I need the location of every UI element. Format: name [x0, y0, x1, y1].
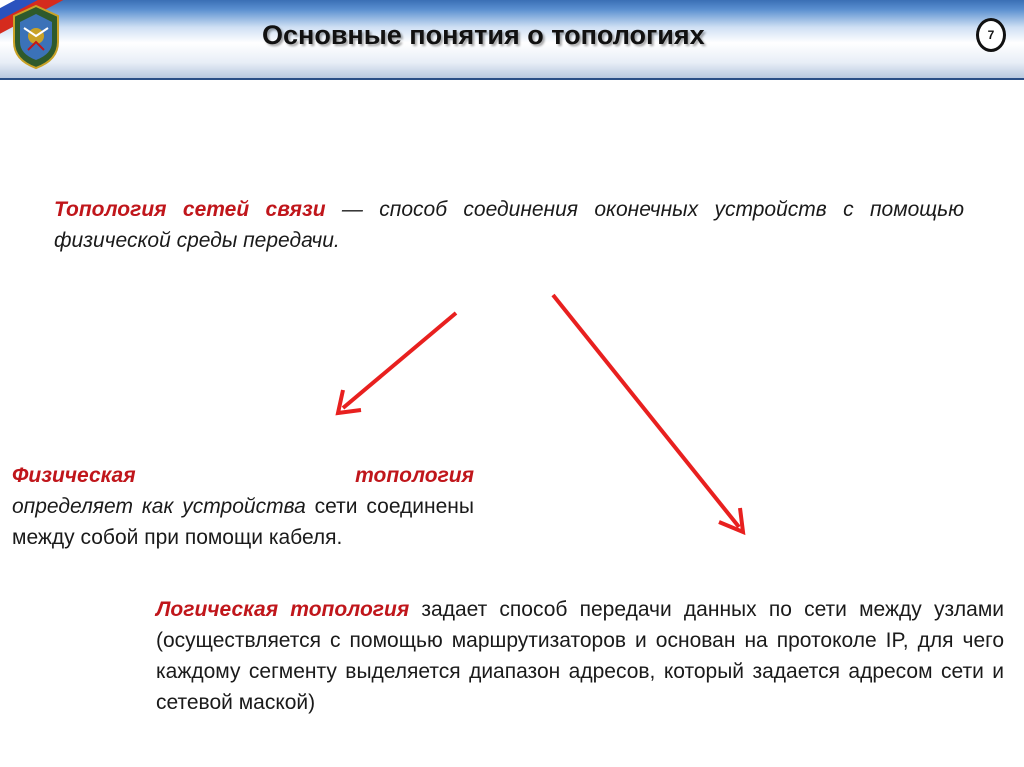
page-number-badge: 7 [976, 18, 1006, 52]
physical-term-word1: Физическая [12, 464, 136, 487]
definition-text: — способ соединения оконечных устройств с помощью физической среды передачи. [54, 198, 964, 252]
logical-term: Логическая топология [156, 598, 410, 621]
physical-rest-text: сети соединены между собой при помощи кабеля. [12, 495, 474, 549]
arrow-down-left-icon [338, 313, 456, 413]
physical-term-line [12, 460, 474, 491]
logical-topology-paragraph [156, 594, 1004, 718]
physical-verb: определяет [12, 495, 133, 518]
definition-term: Топология сетей связи [54, 198, 326, 221]
physical-italic-text: как устройства [132, 495, 306, 518]
physical-topology-paragraph [12, 460, 474, 553]
page-title: Основные понятия о топологиях [262, 20, 705, 50]
physical-term-word2: топология [355, 464, 474, 487]
logical-text: задает способ передачи данных по сети между узлами (осуществляется с помощью маршрутизаторов и основан на протоколе IP, для чего каждому сегменту выделяется диапазон адресов, который задается адресом сети и сетевой маской) [156, 598, 1004, 714]
physical-body [12, 491, 474, 553]
arrow-down-right-icon [553, 295, 743, 532]
